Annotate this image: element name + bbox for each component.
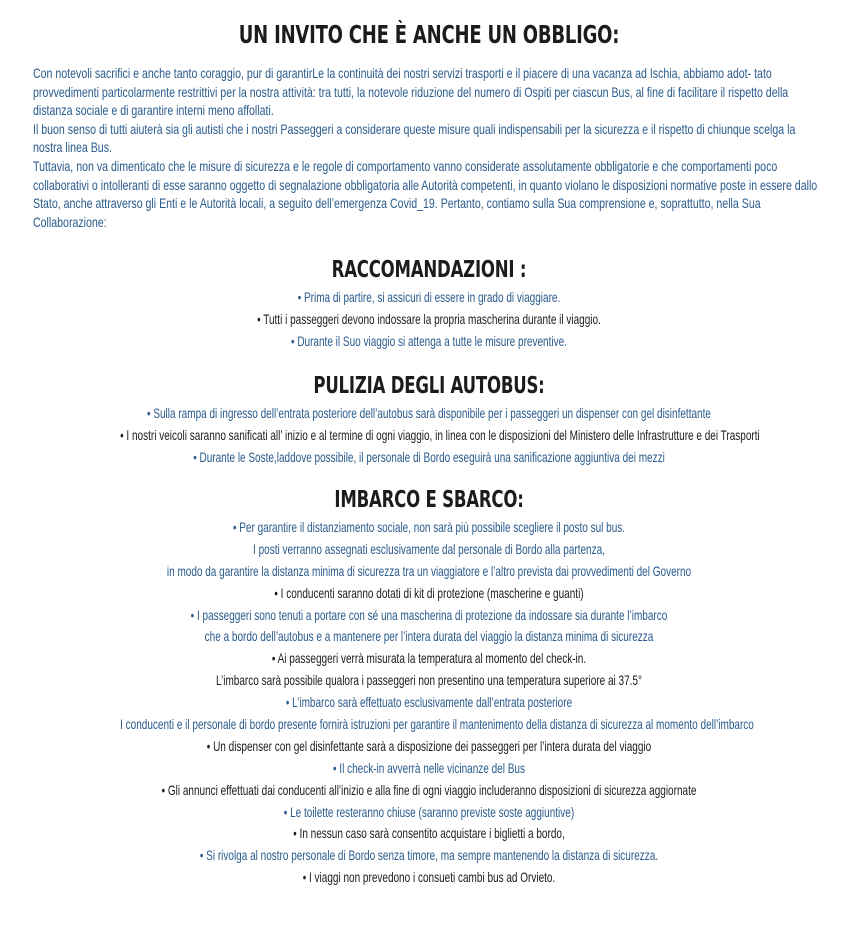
list-item: • In nessun caso sarà consentito acquistare i biglietti a bordo,: [293, 825, 565, 842]
section-pulizia: [0, 369, 858, 469]
list-item: • Gli annunci effettuati dai conducenti all’inizio e alla fine di ogni viaggio includeranno disposizioni di sicurezza aggiornate: [161, 781, 697, 798]
section-imbarco: [0, 483, 858, 889]
section-raccomandazioni: [0, 253, 858, 353]
section-heading: PULIZIA DEGLI AUTOBUS:: [313, 373, 545, 399]
list-item: che a bordo dell’autobus e a mantenere per l’intera durata del viaggio la distanza minima di sicurezza: [204, 628, 654, 645]
list-item: • I viaggi non prevedono i consueti cambi bus ad Orvieto.: [302, 869, 556, 886]
list-item: • I passeggeri sono tenuti a portare con sé una mascherina di protezione da indossare sia durante l’imbarco: [190, 606, 668, 623]
list-item: • I conducenti saranno dotati di kit di protezione (mascherine e guanti): [274, 584, 584, 601]
list-item: • Prima di partire, si assicuri di essere in grado di viaggiare.: [297, 289, 561, 305]
list-item: L’imbarco sarà possibile qualora i passeggeri non presentino una temperatura superiore ai 37.5°: [216, 672, 642, 689]
list-item: • Tutti i passeggeri devono indossare la propria mascherina durante il viaggio.: [257, 310, 601, 327]
section-heading: IMBARCO E SBARCO:: [334, 487, 524, 513]
list-item: • Il check-in avverrà nelle vicinanze del Bus: [333, 759, 525, 776]
list-item: • Le toilette resteranno chiuse (saranno previste soste aggiuntive): [283, 803, 575, 820]
list-item: • I nostri veicoli saranno sanificati all’ inizio e al termine di ogni viaggio, in linea con le disposizioni del Ministero delle Infrastrutture e dei Trasporti: [120, 426, 760, 443]
list-item: in modo da garantire la distanza minima di sicurezza tra un viaggiatore e l’altro prevista dai provvedimenti del Governo: [166, 562, 692, 579]
list-item: • L’imbarco sarà effettuato esclusivamente dall’entrata posteriore: [285, 694, 573, 711]
list-item: • Sulla rampa di ingresso dell’entrata posteriore dell’autobus sarà disponibile per i passeggeri un dispenser con gel disinfettante: [147, 405, 711, 421]
page-title: UN INVITO CHE È ANCHE UN OBBLIGO:: [238, 20, 620, 49]
intro-paragraph: Il buon senso di tutti aiuterà sia gli autisti che i nostri Passeggeri a considerare queste misure quali indispensabili per la sicurezza e il rispetto di chiunque scelga la nostra linea Bus.: [33, 120, 796, 156]
intro-paragraph: Con notevoli sacrifici e anche tanto coraggio, pur di garantirLe la continuità dei nostri servizi trasporti e il piacere di una vacanza ad Ischia, abbiamo adot- tato provvedimenti particolarmente restrittivi per la nostra attività: tra tutti, la notevole riduzione del numero di Ospiti per ciascun Bus, al fine di facilitare il rispetto della distanza sociale e di garantire interni meno affollati.: [33, 65, 789, 119]
list-item: • Durante le Soste,laddove possibile, il personale di Bordo eseguirà una sanificazione aggiuntiva dei mezzi: [193, 448, 665, 465]
list-item: • Per garantire il distanziamento sociale, non sarà più possibile scegliere il posto sul bus.: [232, 519, 626, 535]
cleaning-list: [0, 403, 858, 469]
intro-text: [33, 64, 827, 231]
list-item: I conducenti e il personale di bordo presente fornirà istruzioni per garantire il mantenimento della distanza di sicurezza al momento dell’imbarco: [120, 716, 754, 733]
boarding-list: [0, 517, 858, 889]
list-item: • Ai passeggeri verrà misurata la temperatura al momento del check-in.: [271, 650, 587, 667]
section-heading: RACCOMANDAZIONI :: [331, 257, 527, 283]
intro-paragraph: Tuttavia, non va dimenticato che le misure di sicurezza e le regole di comportamento vanno considerate assolutamente obbligatorie e che comportamenti poco collaborativi o intolleranti di esse saranno oggetto di segnalazione obbligatoria alle Autorità competenti, in quanto violano le disposizioni normative poste in essere dallo Stato, anche attraverso gli Enti e le Autorità locali, a seguito dell’emergenza Covid_19. Pertanto, contiamo sulla Sua comprensione e, soprattutto, nella Sua Collaborazione:: [33, 157, 818, 230]
list-item: I posti verranno assegnati esclusivamente dal personale di Bordo alla partenza,: [253, 540, 605, 557]
list-item: • Durante il Suo viaggio si attenga a tutte le misure preventive.: [291, 332, 567, 349]
recommendations-list: [0, 287, 858, 353]
list-item: • Un dispenser con gel disinfettante sarà a disposizione dei passeggeri per l’intera durata del viaggio: [206, 737, 652, 754]
list-item: • Si rivolga al nostro personale di Bordo senza timore, ma sempre mantenendo la distanza di sicurezza.: [199, 847, 659, 864]
